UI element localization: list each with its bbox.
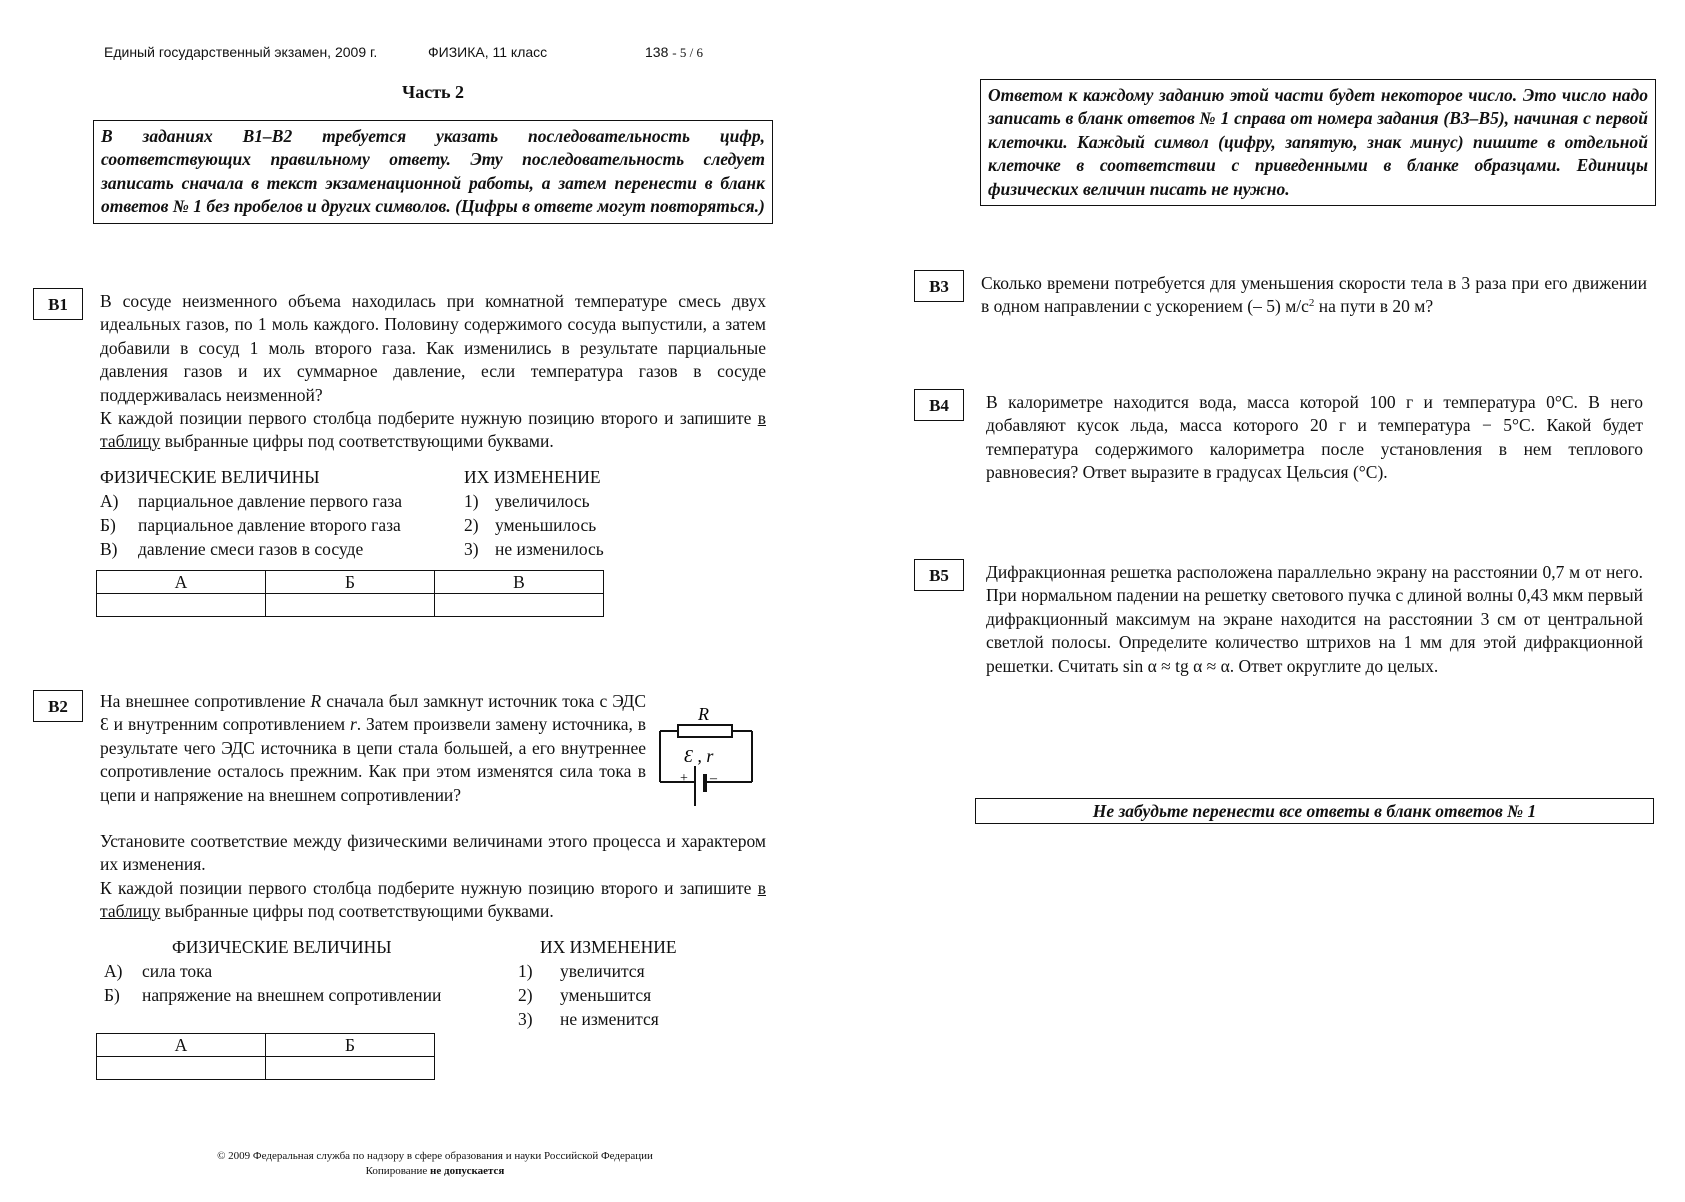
b2-left-text: напряжение на внешнем сопротивлении [142,985,442,1005]
b4-question: В калориметре находится вода, масса которой 100 г и температура 0°С. В него добавляют кусок льда, масса которого 20 г и температура − 5°С. Какой будет температура содержимого калориметра после установления в нем теплового равновесия? Ответ выразите в градусах Цельсия (°С). [986,392,1643,483]
exam-title: Единый государственный экзамен, 2009 г. [104,44,378,60]
b1-left-text: парциальное давление второго газа [138,515,401,535]
b3-question [981,272,1647,319]
b2-right-text: не изменится [560,1009,659,1029]
b1-right-text: уменьшилось [495,515,597,535]
b1-instruction-pre: К каждой позиции первого столбца подберите нужную позицию второго и запишите [100,408,758,429]
b1-right-key: 2) [464,515,479,535]
b2-left-item [104,959,212,983]
b2-instruction-pre: К каждой позиции первого столбца подберите нужную позицию второго и запишите [100,878,758,898]
b2-col2-header: ИХ ИЗМЕНЕНИЕ [540,937,677,957]
b1-table-header-a: А [97,571,266,594]
instruction-b3-b5: Ответом к каждому заданию этой части будет некоторое число. Это число надо записать в бланк ответов № 1 справа от номера задания (В3–В5), начиная с первой клеточки. Каждый символ (цифру, запятую, знак минус) пишите в отдельной клеточке в соответствии с приведенными в бланке образцами. Единицы физических величин писать не нужно. [980,79,1656,206]
b2-right-item [518,959,645,983]
task-label-b1: B1 [33,288,83,320]
b1-instruction-link: в таблицу [100,408,766,452]
b1-right-item [464,537,604,561]
circuit-source-label: Ɛ , r [684,746,714,766]
b1-col2-header: ИХ ИЗМЕНЕНИЕ [464,467,601,487]
b2-answer-table [96,1033,435,1080]
table-answer-row [97,1057,435,1080]
b1-left-key: Б) [100,515,116,535]
b1-instruction-post: выбранные цифры под соответствующими буквами. [160,431,554,452]
b3-question-text: Сколько времени потребуется для уменьшения скорости тела в 3 раза при его движении в одном направлении с ускорением (– 5) м/с [981,273,1647,317]
b1-instruction [100,407,766,454]
b5-question: Дифракционная решетка расположена параллельно экрану на расстоянии 0,7 м от него. При нормальном падении на решетку светового пучка с длиной волны 0,43 мкм первый дифракционный максимум на экране находится на расстоянии 3 см от центральной светлой полосы. Определите количество штрихов на 1 мм для этой дифракционной решетки. Считать sin α ≈ tg α ≈ α. Ответ округлите до целых. [986,562,1643,676]
instruction-b1-b2: В заданиях В1–В2 требуется указать последовательность цифр, соответствующих правильному ответу. Эту последовательность следует записать сначала в текст экзаменационной работы, а затем перенести в бланк ответов № 1 без пробелов и других символов. (Цифры в ответе могут повторяться.) [93,120,773,224]
b2-question-internal-r-symbol: r [349,714,357,735]
page-number: - 5 / 6 [672,45,703,60]
b1-left-text: давление смеси газов в сосуде [138,539,364,559]
b2-right-text: уменьшится [560,985,652,1005]
footer-copyright: © 2009 Федеральная служба по надзору в сфере образования и науки Российской Федерации [217,1150,653,1162]
b1-left-item [100,537,363,561]
b1-table-header-v: В [435,571,604,594]
b2-question-part: . Затем произвели замену источника, в результате чего ЭДС источника в цепи стала большей, а его внутреннее сопротивление осталось прежним. Как при этом изменятся сила тока в цепи и напряжение на внешнем сопротивлении? [100,714,647,805]
circuit-resistor-label: R [698,704,709,724]
b2-right-key: 1) [518,961,533,981]
b3-question-superscript: 2 [1308,297,1315,310]
battery-minus-sign: – [710,771,717,786]
b2-col1-header: ФИЗИЧЕСКИЕ ВЕЛИЧИНЫ [172,937,392,957]
table-header-row [97,1034,435,1057]
b2-question-part: На внешнее сопротивление [100,691,311,711]
b2-left-item [104,983,441,1007]
b1-left-item [100,513,401,537]
battery-plus-sign: + [680,771,688,786]
b2-instruction-link: в таблицу [100,878,766,922]
part-title: Часть 2 [402,82,465,102]
b2-question-part: и внутренним сопротивлением [108,714,350,735]
b1-col1-header: ФИЗИЧЕСКИЕ ВЕЛИЧИНЫ [100,467,320,487]
footer-copy-notice [150,1164,720,1179]
b1-question [100,290,766,454]
b2-answer-cell-a[interactable] [97,1057,266,1080]
footer [150,1149,720,1179]
page-code-number: 138 [645,44,669,60]
b2-instruction-post: выбранные цифры под соответствующими буквами. [160,901,554,922]
resistor-symbol [678,725,732,737]
circuit-diagram [640,700,770,810]
b1-answer-cell-v[interactable] [435,594,604,617]
b1-right-item [464,513,596,537]
b1-table-header-b: Б [266,571,435,594]
page-code [645,44,703,61]
b2-setup: Установите соответствие между физическими величинами этого процесса и характером их изменения. [100,831,766,875]
b2-table-header-b: Б [266,1034,435,1057]
b1-right-text: увеличилось [495,491,590,511]
b2-right-key: 2) [518,985,533,1005]
b1-left-key: В) [100,539,118,559]
b1-left-item [100,489,402,513]
b1-left-key: А) [100,491,119,511]
task-label-b2: B2 [33,690,83,722]
b1-answer-cell-b[interactable] [266,594,435,617]
b2-right-text: увеличится [560,961,645,981]
b2-left-text: сила тока [142,961,213,981]
task-label-b4: B4 [914,389,964,421]
footer-copy-bold: не допускается [430,1165,505,1177]
b2-left-key: А) [104,961,123,981]
b2-left-key: Б) [104,985,120,1005]
b1-left-text: парциальное давление первого газа [138,491,403,511]
b1-right-key: 3) [464,539,479,559]
b2-right-item [518,1007,659,1031]
b3-question-text-end: на пути в 20 м? [1314,296,1434,317]
table-header-row [97,571,604,594]
b2-question-r-symbol: R [310,691,322,711]
b2-instruction [100,877,766,924]
b1-right-key: 1) [464,491,479,511]
b1-right-text: не изменилось [495,539,604,559]
b2-table-header-a: А [97,1034,266,1057]
b2-right-item [518,983,651,1007]
b2-question [100,690,646,807]
task-label-b3: B3 [914,270,964,302]
b2-right-key: 3) [518,1009,533,1029]
reminder-banner: Не забудьте перенести все ответы в бланк ответов № 1 [975,798,1654,824]
task-label-b5: B5 [914,559,964,591]
b2-question-part: сначала был замкнут источник тока с ЭДС [321,691,646,711]
b2-answer-cell-b[interactable] [266,1057,435,1080]
subject-title: ФИЗИКА, 11 класс [428,44,548,60]
b2-question-emf-symbol: Ɛ [100,714,109,735]
b1-right-item [464,489,590,513]
b1-answer-table [96,570,604,617]
footer-copy-pre: Копирование [365,1165,431,1177]
b1-answer-cell-a[interactable] [97,594,266,617]
b1-question-text: В сосуде неизменного объема находилась при комнатной температуре смесь двух идеальных газов, по 1 моль каждого. Половину содержимого сосуда выпустили, а затем добавили в сосуд 1 моль второго газа. Как изменились в результате парциальные давления газов и их суммарное давление, если температура газов в сосуде поддерживалась неизменной? [100,291,766,405]
table-answer-row [97,594,604,617]
